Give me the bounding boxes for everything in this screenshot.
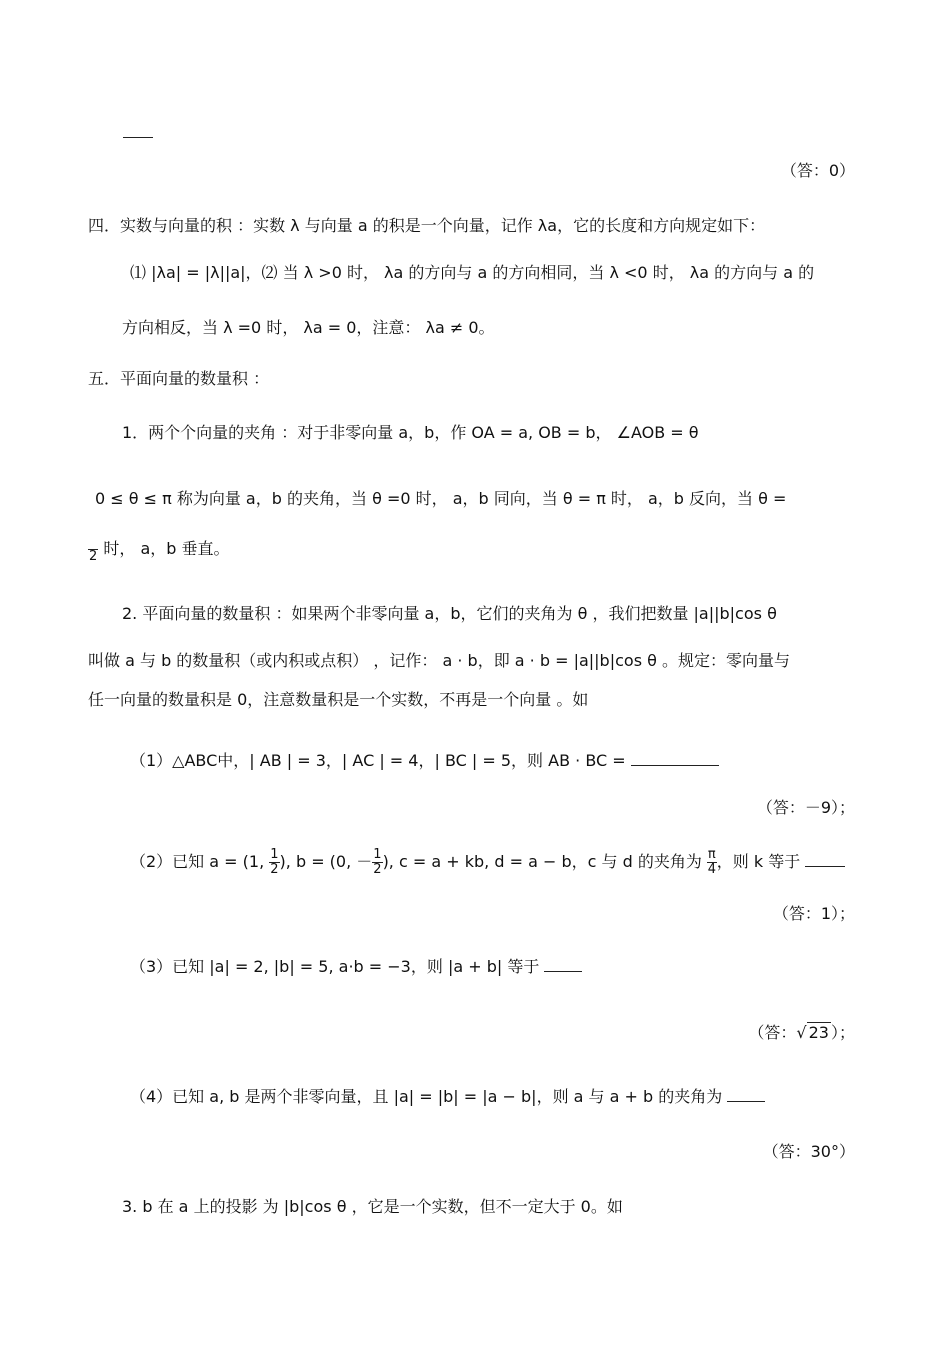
half-fraction-2: $\frac{1}{2}$	[373, 847, 382, 877]
section-4-line-2: 方向相反，当 λ =0 时， λa = 0，注意： λa ≠ 0。	[122, 318, 495, 337]
angle-definition-line-3	[88, 535, 230, 564]
top-fraction-bar	[123, 137, 153, 138]
quarter-pi-fraction: $\frac{\pi}{4}$	[707, 847, 716, 877]
dot-product-line-3: 任一向量的数量积是 0，注意数量积是一个实数，不再是一个向量 。如	[88, 690, 589, 709]
example-3-blank	[544, 971, 582, 972]
example-2-answer: （答：1）；	[772, 904, 855, 923]
answer-top: （答：0）	[780, 161, 855, 180]
section-4-header: 四．实数与向量的积 ：实数 λ 与向量 a 的积是一个向量，记作 λa，它的长度和方向规定如下：	[88, 216, 766, 235]
sqrt-icon: √	[796, 1023, 807, 1042]
example-2-blank	[805, 866, 845, 867]
example-1-answer: （答：－9）；	[756, 798, 855, 817]
angle-definition-line-1: 1．两个个向量的夹角 ：对于非零向量 a，b，作 OA = a, OB = b， ∠AOB = θ	[122, 423, 699, 442]
example-3: （3）已知 |a| = 2, |b| = 5, a·b = −3，则 |a + b| 等于	[130, 956, 582, 978]
angle-definition-line-2: 0 ≤ θ ≤ π 称为向量 a，b 的夹角，当 θ =0 时， a，b 同向，当 θ = π 时， a，b 反向，当 θ =	[95, 489, 787, 508]
section-5-header: 五．平面向量的数量积 ：	[88, 369, 270, 388]
section-4-line-1: ⑴ |λa| = |λ||a|，⑵ 当 λ >0 时， λa 的方向与 a 的方向相同，当 λ <0 时， λa 的方向与 a 的	[130, 263, 815, 282]
example-4-blank	[727, 1101, 765, 1102]
angle-definition-line-3-text: 时， a，b 垂直。	[103, 539, 230, 558]
example-4-answer: （答：30°）	[762, 1142, 855, 1161]
example-2: （2）已知 a = (1, $\frac{1}{2}$ ), b = (0, － $\frac{1}{2}$ ), c = a + kb, d = a − b，c 与 d 的夹角为 $\frac{\pi}{4}$ ，则 k 等于	[130, 848, 845, 877]
example-1-blank	[631, 765, 719, 766]
example-3-answer: （答：√ 23 ）；	[748, 1023, 855, 1042]
dot-product-line-1: 2. 平面向量的数量积 ：如果两个非零向量 a，b，它们的夹角为 θ ，我们把数量 |a||b|cos θ	[122, 604, 777, 623]
example-1: （1）△ABC中，| AB | = 3，| AC | = 4，| BC | = 5，则 AB · BC =	[130, 750, 719, 772]
half-pi-fraction: 2	[88, 535, 98, 564]
half-fraction-1: $\frac{1}{2}$	[270, 847, 279, 877]
example-4: （4）已知 a, b 是两个非零向量，且 |a| = |b| = |a − b|，则 a 与 a + b 的夹角为	[130, 1086, 765, 1108]
dot-product-line-2: 叫做 a 与 b 的数量积（或内积或点积） ，记作： a · b，即 a · b = |a||b|cos θ 。规定：零向量与	[88, 651, 790, 670]
projection-line: 3. b 在 a 上的投影 为 |b|cos θ ，它是一个实数，但不一定大于 0。如	[122, 1197, 623, 1216]
